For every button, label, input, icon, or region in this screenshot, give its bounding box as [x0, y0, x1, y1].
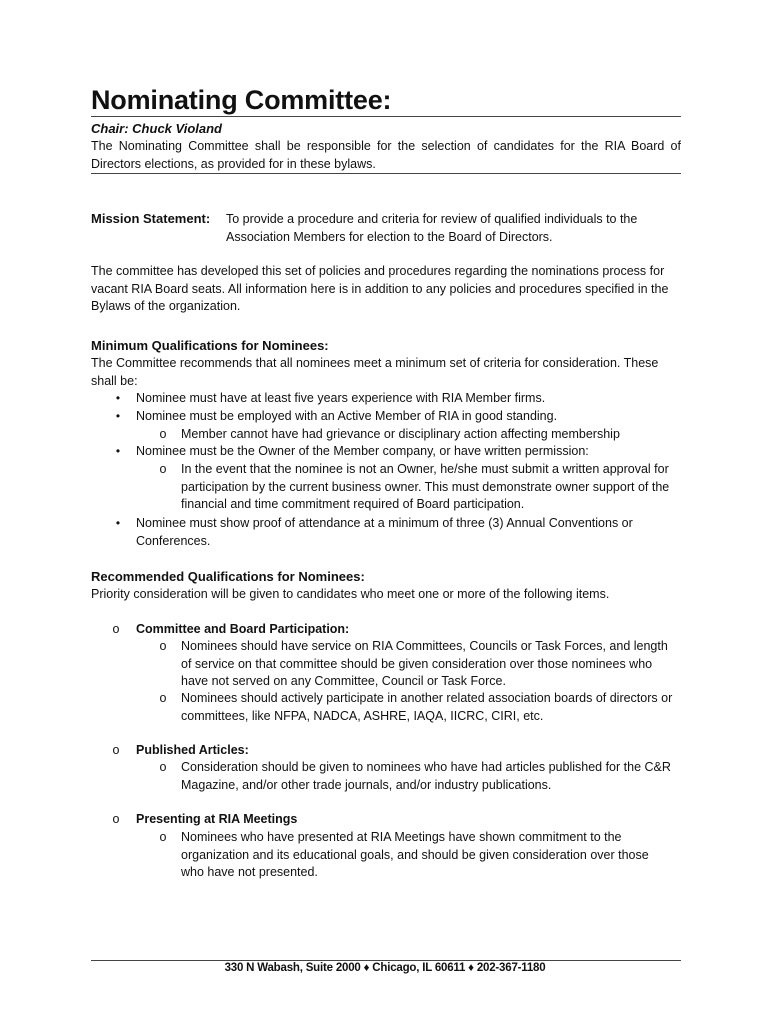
circle-bullet-icon: o — [159, 830, 167, 844]
circle-bullet-icon: o — [159, 760, 167, 774]
minimum-item-4: Nominee must show proof of attendance at a minimum of three (3) Annual Conventions or Conferences. — [136, 516, 633, 548]
chair-line: Chair: Chuck Violand — [91, 121, 222, 136]
minimum-item-2: Nominee must be employed with an Active Member of RIA in good standing. — [136, 409, 558, 423]
bullet-icon: • — [115, 444, 121, 458]
circle-bullet-icon: o — [112, 812, 120, 826]
section-articles-title: Published Articles: — [136, 743, 249, 757]
bullet-icon: • — [115, 516, 121, 530]
mission-label: Mission Statement: — [91, 211, 211, 226]
intro-rule — [91, 173, 681, 174]
section-articles-item-1: Consideration should be given to nominees who have had articles published for the C&R Magazine, and/or other trade journals, and/or industry publications. — [181, 760, 671, 792]
minimum-item-2a: Member cannot have had grievance or disciplinary action affecting membership — [181, 427, 620, 441]
minimum-item-3: Nominee must be the Owner of the Member company, or have written permission: — [136, 444, 589, 458]
section-presenting-title: Presenting at RIA Meetings — [136, 812, 298, 826]
circle-bullet-icon: o — [159, 427, 167, 441]
section-presenting-item-1: Nominees who have presented at RIA Meetings have shown commitment to the organization and its educational goals, and should be given consideration over those who have not presented. — [181, 830, 649, 880]
footer-address: 330 N Wabash, Suite 2000 ♦ Chicago, IL 60611 ♦ 202-367-1180 — [224, 962, 546, 974]
minimum-heading: Minimum Qualifications for Nominees: — [91, 338, 329, 353]
intro-paragraph: The Nominating Committee shall be responsible for the selection of candidates for the RIA Board of Directors elections, as provided for in these bylaws. — [91, 139, 681, 171]
committee-paragraph: The committee has developed this set of policies and procedures regarding the nominations process for vacant RIA Board seats. All information here is in addition to any policies and procedures specified in the Bylaws of the organization. — [91, 264, 669, 314]
footer-rule — [91, 960, 681, 961]
minimum-item-3a: In the event that the nominee is not an Owner, he/she must submit a written approval for participation by the current business owner. This must demonstrate owner support of the financial and time commitment required of Board participation. — [181, 462, 670, 512]
recommended-intro: Priority consideration will be given to candidates who meet one or more of the following items. — [91, 587, 610, 601]
page-title: Nominating Committee: — [91, 85, 392, 115]
section-committee-title: Committee and Board Participation: — [136, 622, 350, 636]
mission-line-2: Association Members for election to the Board of Directors. — [226, 230, 553, 244]
recommended-heading: Recommended Qualifications for Nominees: — [91, 569, 365, 584]
circle-bullet-icon: o — [112, 743, 120, 757]
section-committee-item-1: Nominees should have service on RIA Committees, Councils or Task Forces, and length of service on that committee should be given consideration over those nominees who have not served on any Committee, Council or Task Force. — [181, 639, 668, 689]
minimum-item-1: Nominee must have at least five years experience with RIA Member firms. — [136, 391, 546, 405]
title-rule — [91, 116, 681, 117]
circle-bullet-icon: o — [112, 622, 120, 636]
circle-bullet-icon: o — [159, 462, 167, 476]
minimum-intro: The Committee recommends that all nominees meet a minimum set of criteria for consideration. These shall be: — [91, 356, 659, 388]
mission-line-1: To provide a procedure and criteria for review of qualified individuals to the — [226, 212, 638, 226]
circle-bullet-icon: o — [159, 639, 167, 653]
bullet-icon: • — [115, 409, 121, 423]
circle-bullet-icon: o — [159, 691, 167, 705]
section-committee-item-2: Nominees should actively participate in another related association boards of directors or committees, like NFPA, NADCA, ASHRE, IAQA, IICRC, CIRI, etc. — [181, 691, 673, 723]
bullet-icon: • — [115, 391, 121, 405]
